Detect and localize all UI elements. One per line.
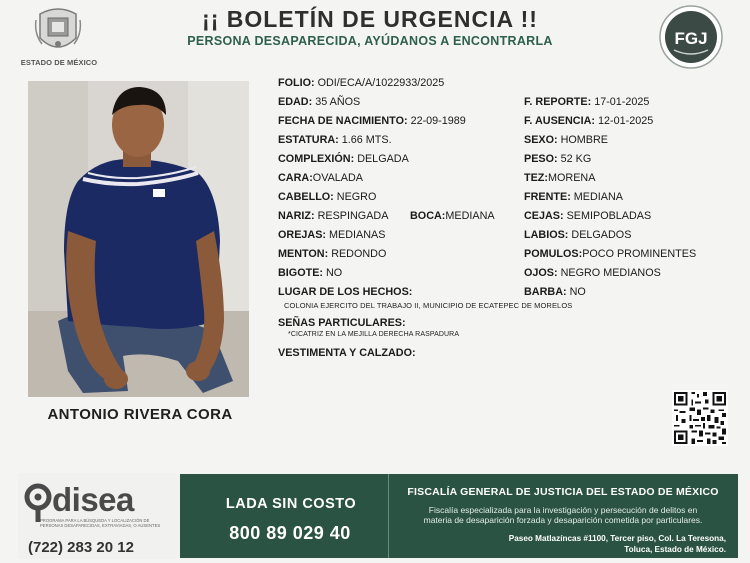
vestimenta-label: VESTIMENTA Y CALZADO: (278, 347, 416, 359)
cara-value: OVALADA (312, 172, 364, 184)
orejas-value: MEDIANAS (329, 229, 386, 241)
pomulos-label: POMULOS: (524, 248, 583, 260)
field-sexo (524, 134, 608, 146)
field-estatura (278, 134, 392, 146)
field-lugar-label (278, 286, 412, 298)
tez-label: TEZ: (524, 172, 548, 184)
senas-label: SEÑAS PARTICULARES: (278, 317, 406, 329)
toll-free-phone: 800 89 029 40 (229, 523, 351, 543)
labios-label: LABIOS: (524, 229, 569, 241)
field-folio (278, 77, 444, 89)
contact-panel (180, 474, 738, 558)
field-nariz (278, 210, 388, 222)
fiscalia-description-line-2: materia de desaparición forzada y desaparición cometida por particulares. (423, 515, 703, 525)
estatura-label: ESTATURA: (278, 134, 339, 146)
odisea-description: PROGRAMA PARA LA BÚSQUEDA Y LOCALIZACIÓN DE PERSONAS DESAPARECIDAS, EXTRAVIADAS, O AUSENTES (40, 518, 161, 528)
field-reporte (524, 96, 649, 108)
crest-label: ESTADO DE MÉXICO (20, 58, 98, 67)
barba-label: BARBA: (524, 286, 567, 298)
field-vestimenta-label (278, 347, 416, 359)
pomulos-value: POCO PROMINENTES (582, 248, 697, 260)
fgj-seal-text: FGJ (674, 29, 708, 48)
frente-value: MEDIANA (573, 191, 623, 203)
ojos-label: OJOS: (524, 267, 558, 279)
reporte-value: 17-01-2025 (594, 96, 650, 108)
field-barba (524, 286, 586, 298)
cabello-value: NEGRO (336, 191, 377, 203)
complexion-value: DELGADA (357, 153, 409, 165)
field-cara (278, 172, 363, 184)
qr-code (672, 390, 728, 446)
ojos-value: NEGRO MEDIANOS (560, 267, 661, 279)
bigote-value: NO (326, 267, 343, 279)
lugar-value: COLONIA EJERCITO DEL TRABAJO II, MUNICIPIO DE ECATEPEC DE MORELOS (284, 301, 573, 310)
reporte-label: F. REPORTE: (524, 96, 592, 108)
lugar-label: LUGAR DE LOS HECHOS: (278, 286, 413, 298)
peso-label: PESO: (524, 153, 558, 165)
barba-value: NO (569, 286, 586, 298)
cara-label: CARA: (278, 172, 313, 184)
ausencia-label: F. AUSENCIA: (524, 115, 595, 127)
edad-label: EDAD: (278, 96, 313, 108)
nariz-value: RESPINGADA (317, 210, 389, 222)
field-labios (524, 229, 631, 241)
complexion-label: COMPLEXIÓN: (278, 153, 355, 165)
fiscalia-description (394, 505, 732, 525)
senas-value: *CICATRIZ EN LA MEJILLA DERECHA RASPADURA (288, 331, 460, 338)
missing-person-name: ANTONIO RIVERA CORA (47, 406, 233, 423)
odisea-panel (18, 473, 180, 559)
field-pomulos (524, 248, 696, 260)
folio-value: ODI/ECA/A/1022933/2025 (317, 77, 445, 89)
fiscalia-title: FISCALÍA GENERAL DE JUSTICIA DEL ESTADO DE MÉXICO (407, 486, 719, 498)
fiscalia-description-line-1: Fiscalía especializada para la investigación y persecución de delitos en (428, 505, 698, 515)
field-peso (524, 153, 591, 165)
field-senas-label (278, 317, 406, 329)
sexo-label: SEXO: (524, 134, 558, 146)
frente-label: FRENTE: (524, 191, 571, 203)
odisea-logo-icon (24, 483, 54, 523)
toll-free-label: LADA SIN COSTO (225, 496, 357, 512)
nariz-label: NARIZ: (278, 210, 315, 222)
nacimiento-value: 22-09-1989 (410, 115, 466, 127)
labios-value: DELGADOS (571, 229, 632, 241)
cabello-label: CABELLO: (278, 191, 334, 203)
orejas-label: OREJAS: (278, 229, 326, 241)
field-ojos (524, 267, 661, 279)
tez-value: MORENA (548, 172, 596, 184)
sexo-value: HOMBRE (560, 134, 608, 146)
address-line-2: Toluca, Estado de México. (624, 544, 726, 554)
footer-divider (388, 474, 389, 558)
field-cabello (278, 191, 376, 203)
field-nacimiento (278, 115, 466, 127)
address-line-1: Paseo Matlazíncas #1100, Tercer piso, Col. La Teresona, (508, 534, 726, 543)
folio-label: FOLIO: (278, 77, 315, 89)
boca-value: MEDIANA (445, 210, 495, 222)
bulletin-subtitle: PERSONA DESAPARECIDA, AYÚDANOS A ENCONTRARLA (187, 34, 553, 48)
field-cejas (524, 210, 651, 222)
peso-value: 52 KG (560, 153, 592, 165)
field-orejas (278, 229, 385, 241)
cejas-label: CEJAS: (524, 210, 564, 222)
bulletin-title: ¡¡ BOLETÍN DE URGENCIA !! (202, 6, 538, 32)
boca-label: BOCA: (410, 210, 446, 222)
fiscalia-address (400, 534, 726, 555)
field-boca (410, 210, 495, 222)
edad-value: 35 AÑOS (315, 96, 361, 108)
field-complexion (278, 153, 409, 165)
odisea-logo-text: disea (52, 481, 134, 518)
bigote-label: BIGOTE: (278, 267, 323, 279)
field-menton (278, 248, 386, 260)
menton-value: REDONDO (331, 248, 387, 260)
field-ausencia (524, 115, 653, 127)
ausencia-value: 12-01-2025 (597, 115, 654, 127)
menton-label: MENTON: (278, 248, 329, 260)
field-bigote (278, 267, 342, 279)
field-tez (524, 172, 595, 184)
field-frente (524, 191, 623, 203)
estatura-value: 1.66 MTS. (341, 134, 392, 146)
cejas-value: SEMIPOBLADAS (566, 210, 652, 222)
field-edad (278, 96, 360, 108)
odisea-phone: (722) 283 20 12 (28, 539, 134, 556)
nacimiento-label: FECHA DE NACIMIENTO: (278, 115, 408, 127)
